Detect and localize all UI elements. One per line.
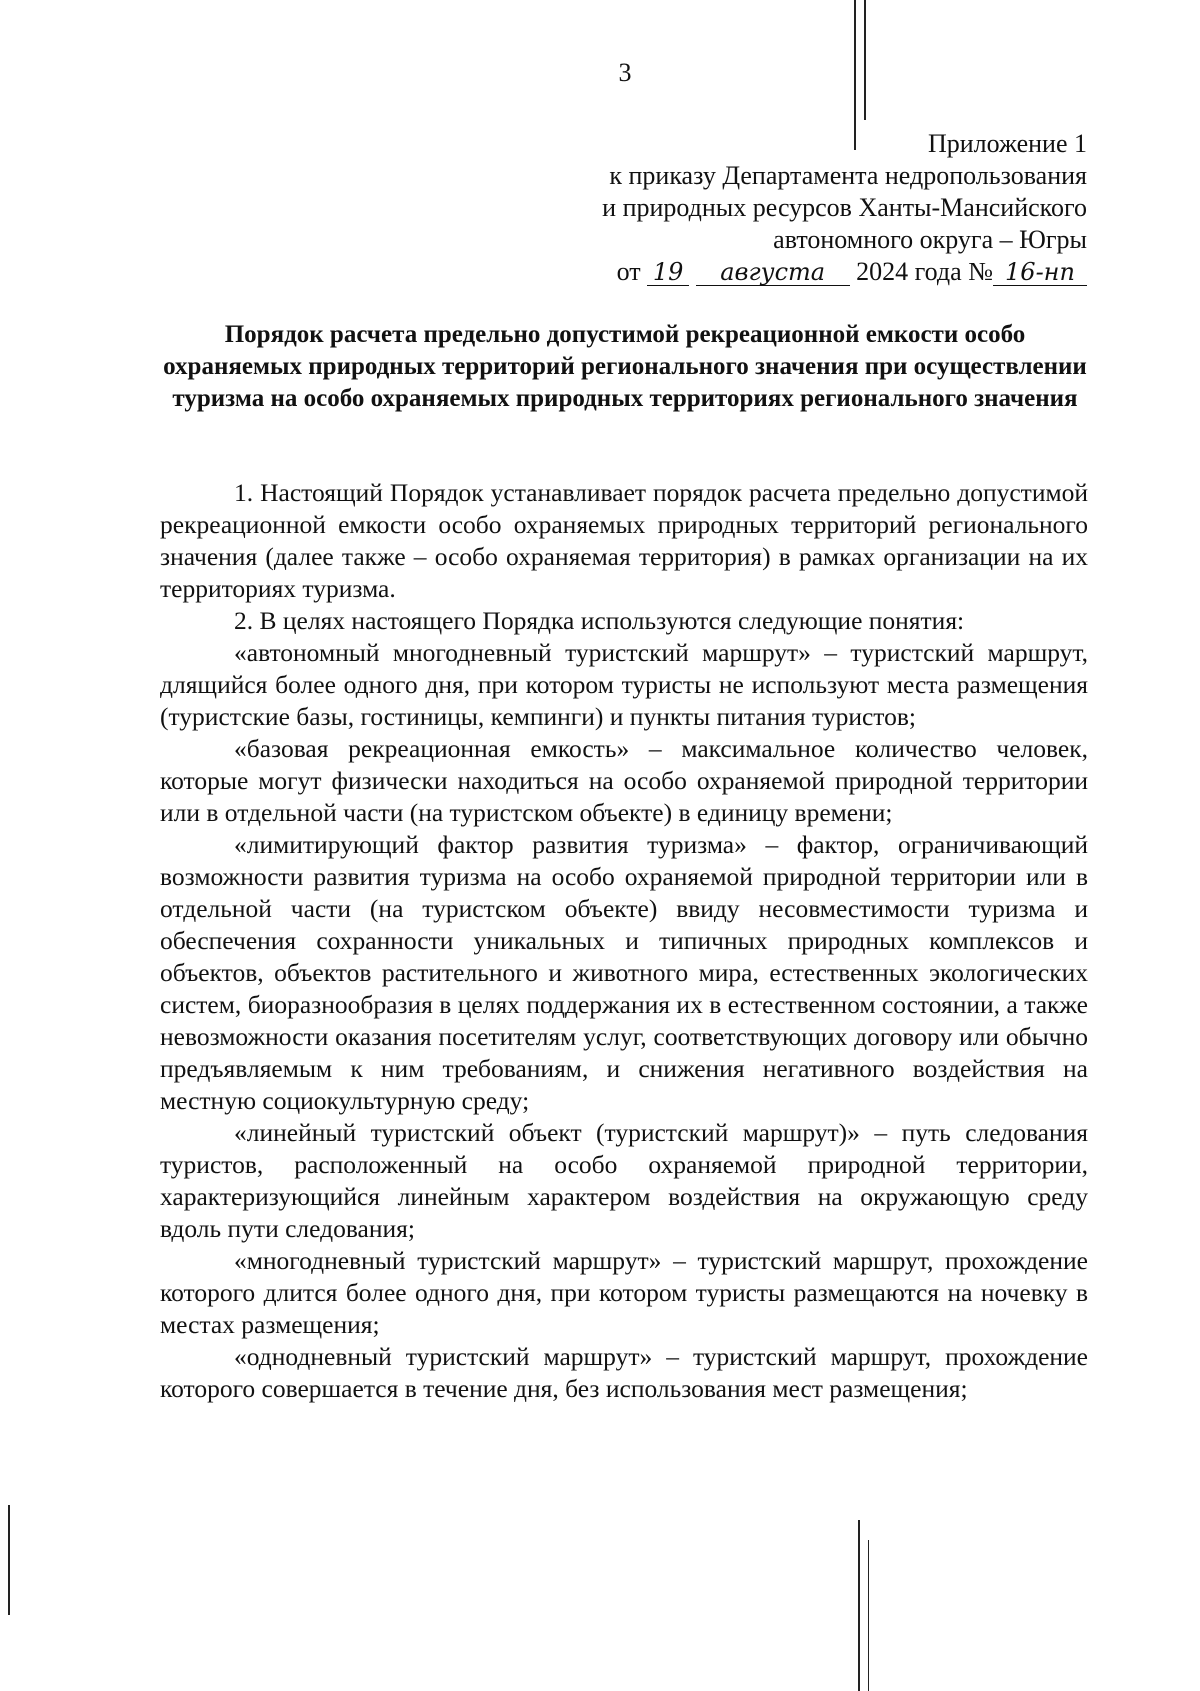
definition-limiting-factor: «лимитирующий фактор развития туризма» – фактор, ограничивающий возможности развития туризма на особо охраняемой природной территории или в отдельной части (на туристском объекте) ввиду несовместимости туризма и обеспечения сохранности уникальных и типичных природных комплексов и объектов, объектов растительного и животного мира, естественных экологических систем, биоразнообразия в целях поддержания их в естественном состоянии, а также невозможности оказания посетителям услуг, соответствующих договору или обычно предъявляемым к ним требованиям, и снижения негативного воздействия на местную социокультурную среду; [160,830,1088,1115]
definition-oneday-route: «однодневный туристский маршрут» – туристский маршрут, прохождение которого совершается в течение дня, без использования мест размещения; [160,1342,1088,1403]
definition-autonomous-route: «автономный многодневный туристский маршрут» – туристский маршрут, длящийся более одного дня, при котором туристы не используют места размещения (туристские базы, гостиницы, кемпинги) и пункты питания туристов; [160,638,1088,731]
definition-multiday-route: «многодневный туристский маршрут» – туристский маршрут, прохождение которого длится более одного дня, при котором туристы размещаются на ночевку в местах размещения; [160,1246,1088,1339]
scan-artifact-line [868,1540,869,1691]
appendix-line-4: автономного округа – Югры [773,225,1087,254]
paragraph-2: 2. В целях настоящего Порядка используются следующие понятия: [234,606,965,635]
appendix-header [602,128,1087,288]
scan-artifact-line [858,1520,860,1691]
document-body [160,477,1088,1405]
appendix-line-1: Приложение 1 [927,129,1087,158]
definition-linear-object: «линейный туристский объект (туристский маршрут)» – путь следования туристов, расположенный на особо охраняемой природной территории, характеризующийся линейным характером воздействия на окружающую среду вдоль пути следования; [160,1118,1088,1243]
scan-artifact-line [8,1505,10,1615]
date-prefix: от [616,257,641,286]
definition-base-capacity: «базовая рекреационная емкость» – максимальное количество человек, которые могут физически находиться на особо охраняемой природной территории или в отдельной части (на туристском объекте) в единицу времени; [160,734,1088,827]
document-title: Порядок расчета предельно допустимой рекреационной емкости особо охраняемых природных территорий регионального значения при осуществлении туризма на особо охраняемых природных территориях регионального значения [163,321,1087,412]
handwritten-order-number: 16-нп [993,259,1087,286]
appendix-line-3: и природных ресурсов Ханты-Мансийского [602,193,1087,222]
appendix-line-2: к приказу Департамента недропользования [609,161,1087,190]
paragraph-1: 1. Настоящий Порядок устанавливает порядок расчета предельно допустимой рекреационной емкости особо охраняемых природных территорий регионального значения (далее также – особо охраняемая территория) в рамках организации на их территориях туризма. [160,478,1088,603]
appendix-date-line [602,256,1087,288]
handwritten-day: 19 [647,259,689,286]
handwritten-month: августа [696,259,850,286]
date-year: 2024 года № [856,257,993,286]
page-number: 3 [618,58,632,87]
